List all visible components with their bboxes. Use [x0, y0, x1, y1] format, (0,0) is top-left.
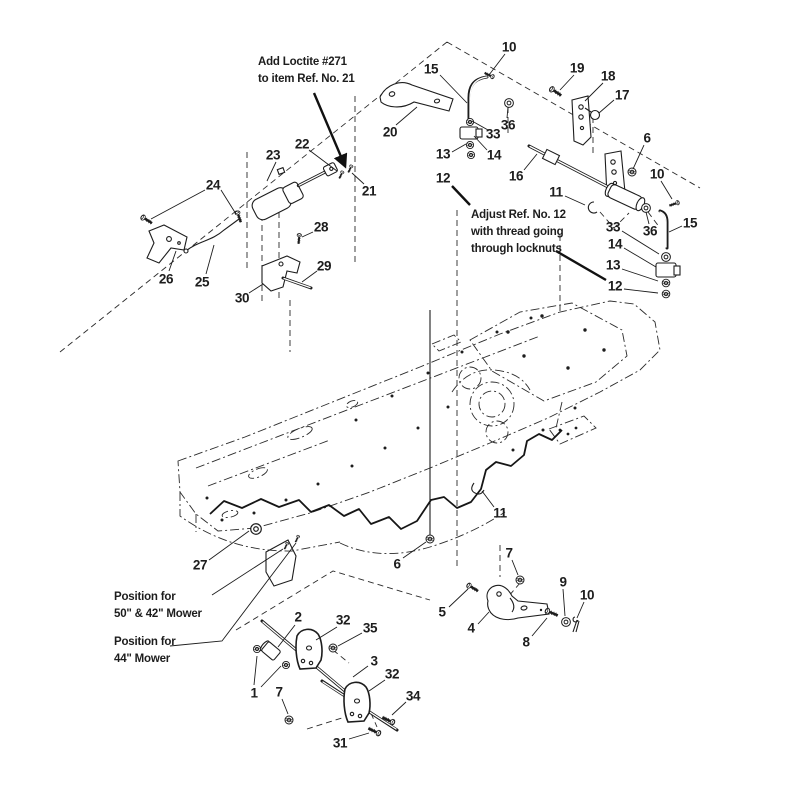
part-26-lever — [147, 225, 187, 263]
callout-ref-32: 32 — [384, 666, 400, 682]
note-line: Position for — [114, 636, 176, 648]
callout-ref-18: 18 — [600, 68, 616, 84]
callout-ref-10: 10 — [579, 587, 595, 603]
callout-ref-35: 35 — [362, 620, 378, 636]
part-10-cotter-pin — [573, 617, 579, 632]
callout-ref-22: 22 — [294, 136, 310, 152]
callout-ref-12: 12 — [435, 170, 451, 186]
callout-ref-14: 14 — [486, 147, 502, 163]
note-loctite — [258, 54, 355, 88]
position-stud — [294, 535, 300, 543]
note-line: Add Loctite #271 — [258, 56, 347, 68]
callout-ref-36: 36 — [642, 223, 658, 239]
callout-ref-11: 11 — [493, 505, 507, 521]
callout-ref-33: 33 — [605, 219, 621, 235]
part-15-rod — [469, 77, 487, 119]
callout-ref-5: 5 — [438, 604, 446, 620]
note-adjust — [471, 207, 566, 258]
callout-ref-2: 2 — [294, 609, 302, 625]
part-1-nut — [253, 645, 260, 652]
callout-ref-25: 25 — [194, 274, 210, 290]
cluster-bottom-middle — [253, 621, 400, 737]
part-13-locknut — [466, 141, 473, 148]
callout-ref-1: 1 — [250, 685, 258, 701]
callout-ref-31: 31 — [332, 735, 348, 751]
callout-ref-20: 20 — [382, 124, 398, 140]
part-24-screw — [140, 214, 154, 225]
callout-ref-34: 34 — [405, 688, 421, 704]
note-line: through locknuts — [471, 243, 562, 255]
callout-ref-6: 6 — [643, 130, 651, 146]
deck-rivet-dots — [206, 314, 606, 521]
part-6-nut — [426, 535, 434, 543]
callout-ref-23: 23 — [265, 147, 281, 163]
part-30-bracket — [262, 256, 300, 291]
position-stud — [283, 542, 289, 550]
callout-ref-24: 24 — [205, 177, 221, 193]
callout-ref-13: 13 — [605, 257, 621, 273]
part-23-actuator — [250, 160, 343, 222]
callout-ref-13: 13 — [435, 146, 451, 162]
callout-ref-15: 15 — [423, 61, 439, 77]
part-7-nut — [285, 716, 293, 724]
part-8-bolt — [544, 608, 559, 618]
note-line: 44" Mower — [114, 653, 171, 665]
note-line: Position for — [114, 591, 176, 603]
callout-ref-4: 4 — [467, 620, 475, 636]
note-line: Adjust Ref. No. 12 — [471, 209, 566, 221]
part-22-pin — [338, 170, 345, 179]
construction-lines — [60, 39, 700, 729]
callout-ref-21: 21 — [361, 183, 377, 199]
callout-ref-28: 28 — [313, 219, 329, 235]
part-27-grommet — [251, 524, 262, 535]
note-position-44 — [114, 634, 176, 668]
part-36-washer — [642, 204, 651, 213]
note-line: to item Ref. No. 21 — [258, 73, 355, 85]
part-33-washer — [662, 253, 671, 262]
callout-ref-8: 8 — [522, 634, 530, 650]
part-17-knob — [591, 111, 600, 120]
part-33-nut — [466, 118, 473, 125]
part-6-nut — [628, 168, 636, 176]
part-1-clevis — [259, 640, 281, 661]
part-19-screw — [548, 86, 562, 98]
note-line: with thread going — [471, 226, 564, 238]
part-4-bracket — [487, 585, 549, 619]
part-21-screw — [347, 164, 354, 173]
callout-ref-33: 33 — [485, 126, 501, 142]
callout-ref-30: 30 — [234, 290, 250, 306]
cable-27 — [210, 430, 562, 529]
callout-ref-19: 19 — [569, 60, 585, 76]
callout-ref-14: 14 — [607, 236, 623, 252]
part-5-screw — [466, 582, 480, 593]
part-1-nut — [282, 661, 289, 668]
part-32-plate — [344, 682, 370, 722]
part-18-bracket — [572, 96, 591, 145]
callout-ref-36: 36 — [500, 117, 516, 133]
callout-ref-27: 27 — [192, 557, 208, 573]
part-14-trunnion — [656, 263, 680, 277]
callout-ref-12: 12 — [607, 278, 623, 294]
part-25-rod — [186, 219, 239, 251]
callout-ref-10: 10 — [649, 166, 665, 182]
callout-ref-3: 3 — [370, 653, 378, 669]
part-14-trunnion — [460, 127, 482, 139]
callout-ref-32: 32 — [335, 612, 351, 628]
callout-ref-15: 15 — [682, 215, 698, 231]
note-line: 50" & 42" Mower — [114, 608, 202, 620]
part-9-washer — [562, 618, 571, 627]
callout-ref-16: 16 — [508, 168, 524, 184]
part-31-screw — [367, 726, 382, 737]
part-13-locknut — [662, 279, 670, 287]
callout-ref-9: 9 — [559, 574, 567, 590]
note-position-50-42 — [114, 589, 202, 623]
callout-ref-11: 11 — [549, 184, 563, 200]
part-10-pin — [669, 200, 680, 208]
callout-ref-17: 17 — [614, 87, 630, 103]
part-28-screw — [296, 233, 301, 244]
callout-ref-6: 6 — [393, 556, 401, 572]
callout-ref-26: 26 — [158, 271, 174, 287]
callout-ref-29: 29 — [316, 258, 332, 274]
part-36-washer — [505, 99, 514, 108]
part-7-nut — [516, 576, 524, 584]
chassis-deck-outline — [178, 301, 660, 586]
part-12-locknut — [467, 151, 474, 158]
part-12-locknut — [662, 290, 670, 298]
callout-ref-10: 10 — [501, 39, 517, 55]
leader-lines — [151, 54, 682, 739]
callout-ref-7: 7 — [275, 684, 283, 700]
cluster-top-center — [380, 71, 516, 159]
part-22-clip — [277, 168, 284, 175]
part-35-nut — [329, 644, 337, 652]
part-11-clip — [588, 202, 597, 213]
callout-ref-7: 7 — [505, 545, 513, 561]
